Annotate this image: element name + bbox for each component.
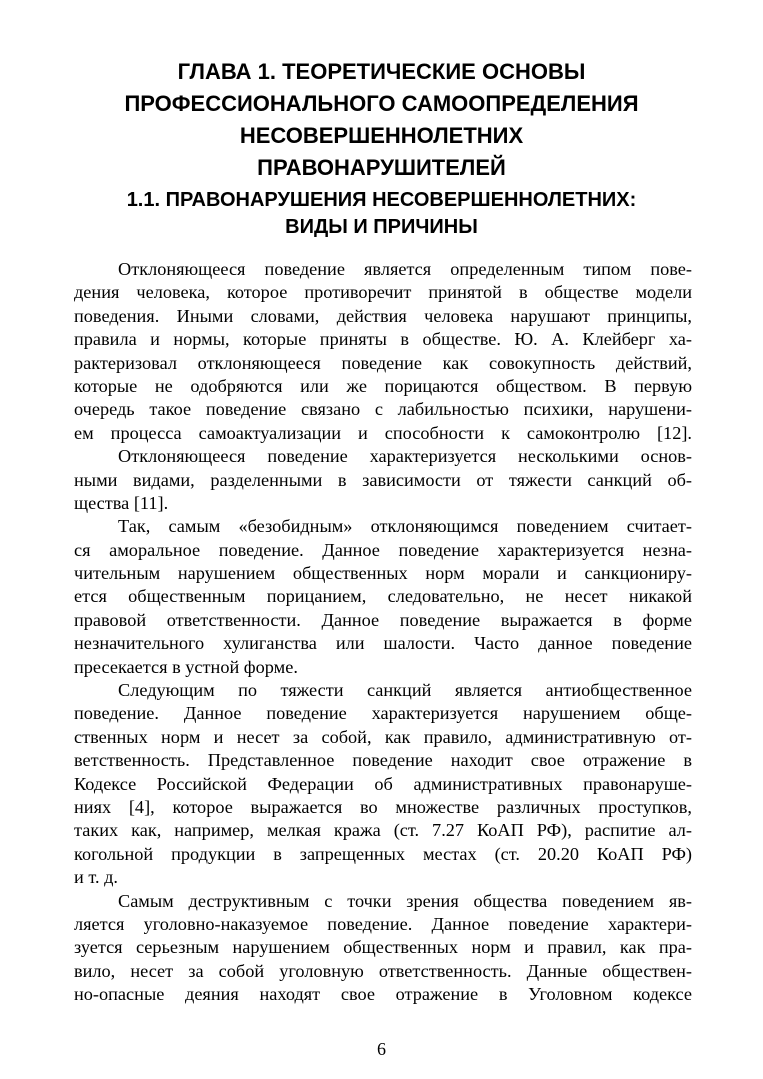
text-line: и т. д. [74, 867, 118, 888]
paragraph [74, 679, 692, 890]
section-title-line: ВИДЫ И ПРИЧИНЫ [285, 216, 478, 238]
chapter-title-line: ГЛАВА 1. ТЕОРЕТИЧЕСКИЕ ОСНОВЫ [177, 59, 586, 84]
text-line: поведения. Иными словами, действия человека нарушают принципы, [74, 305, 692, 326]
text-line: щества [11]. [74, 492, 169, 513]
text-line: ветственность. Представленное поведение находит свое отражение в [74, 750, 692, 771]
text-line: чительным нарушением общественных норм морали и санкциониру- [74, 563, 692, 584]
text-line: ниях [4], которое выражается во множестве различных проступков, [74, 796, 692, 817]
body-text [74, 258, 692, 1007]
chapter-title [60, 56, 703, 184]
text-line: Так, самым «безобидным» отклоняющимся поведением считает- [118, 516, 692, 537]
paragraph [74, 515, 692, 679]
text-line: зуется серьезным нарушением общественных норм и правил, как пра- [74, 937, 692, 958]
text-line: Отклоняющееся поведение является определенным типом пове- [118, 259, 692, 279]
text-line: правовой ответственности. Данное поведение выражается в форме [74, 609, 692, 630]
text-line: ем процесса самоактуализации и способности к самоконтролю [12]. [74, 422, 692, 443]
paragraph [74, 258, 692, 445]
text-line: незначительного хулиганства или шалости. Часто данное поведение [74, 633, 692, 654]
text-line: дения человека, которое противоречит принятой в обществе модели [74, 282, 692, 303]
text-line: очередь такое поведение связано с лабильностью психики, нарушени- [74, 399, 692, 420]
text-line: пресекается в устной форме. [74, 656, 298, 677]
text-line: таких как, например, мелкая кража (ст. 7.27 КоАП РФ), распитие ал- [74, 820, 692, 841]
chapter-title-line: НЕСОВЕРШЕННОЛЕТНИХ [239, 123, 524, 148]
text-line: Следующим по тяжести санкций является антиобщественное [118, 680, 692, 701]
text-line: ными видами, разделенными в зависимости от тяжести санкций об- [74, 469, 692, 490]
paragraph [74, 890, 692, 1007]
text-line: ется общественным порицанием, следовательно, не несет никакой [74, 586, 692, 607]
text-line: которые не одобряются или же порицаются обществом. В первую [74, 375, 692, 396]
text-line: поведение. Данное поведение характеризуется нарушением обще- [74, 703, 692, 724]
text-line: правила и нормы, которые приняты в обществе. Ю. А. Клейберг ха- [74, 329, 692, 350]
text-line: ся аморальное поведение. Данное поведение характеризуется незна- [74, 539, 692, 560]
text-line: но-опасные деяния находят свое отражение в Уголовном кодексе [74, 984, 692, 1005]
paragraph [74, 445, 692, 515]
section-title-line: 1.1. ПРАВОНАРУШЕНИЯ НЕСОВЕРШЕННОЛЕТНИХ: [126, 189, 637, 211]
text-line: вило, несет за собой уголовную ответственность. Данные обществен- [74, 960, 692, 981]
text-line: Отклоняющееся поведение характеризуется несколькими основ- [118, 446, 692, 467]
chapter-title-line: ПРАВОНАРУШИТЕЛЕЙ [257, 155, 506, 180]
section-title [60, 187, 703, 241]
page-number: 6 [377, 1039, 386, 1059]
text-line: ственных норм и несет за собой, как правило, административную от- [74, 726, 692, 747]
text-line: когольной продукции в запрещенных местах (ст. 20.20 КоАП РФ) [74, 843, 692, 864]
text-line: ляется уголовно-наказуемое поведение. Данное поведение характери- [74, 913, 692, 934]
chapter-title-line: ПРОФЕССИОНАЛЬНОГО САМООПРЕДЕЛЕНИЯ [124, 91, 639, 116]
text-line: Кодексе Российской Федерации об административных правонаруше- [74, 773, 692, 794]
text-line: Самым деструктивным с точки зрения общества поведением яв- [118, 890, 692, 911]
text-line: рактеризовал отклоняющееся поведение как совокупность действий, [74, 352, 692, 373]
